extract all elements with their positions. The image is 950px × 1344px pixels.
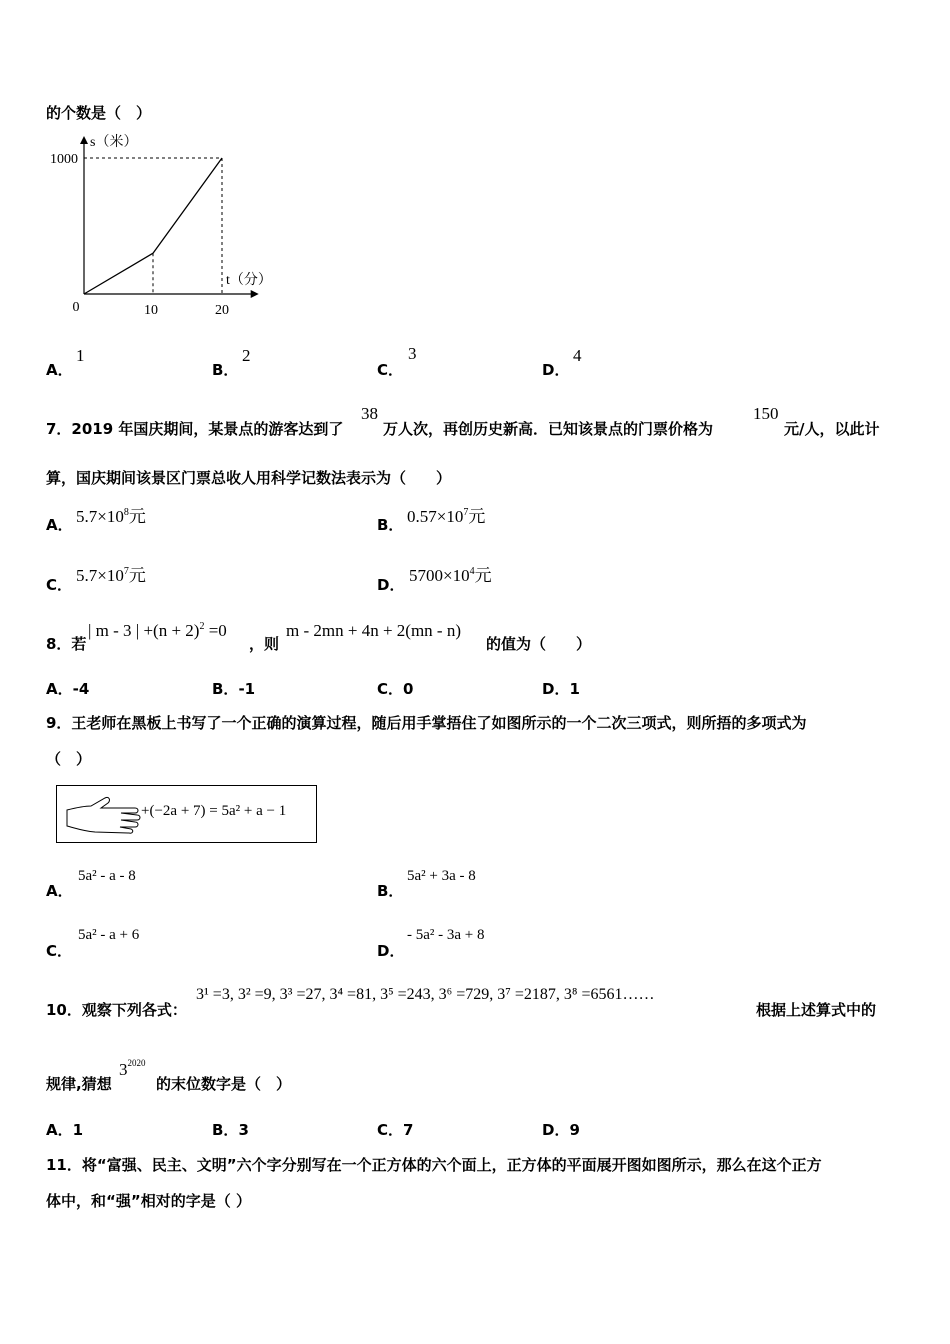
q6-tail: 的个数是（ ） xyxy=(46,104,152,122)
q8-option-c: C．0 xyxy=(377,680,414,698)
q10-series: 3¹ =3, 3² =9, 3³ =27, 3⁴ =81, 3⁵ =243, 3⁶ =729, 3⁷ =2187, 3⁸ =6561…… xyxy=(196,986,655,1003)
y-axis-label: s（米） xyxy=(90,135,138,150)
q10-prefix: 10．观察下列各式： xyxy=(46,1001,187,1019)
q11-text-2: 体中，和“强”相对的字是（ ） xyxy=(46,1192,251,1210)
q7-num-price: 150 xyxy=(753,404,779,423)
q10-power: $3^{2020}$ xyxy=(119,1058,146,1079)
q9-option-c-letter: C． xyxy=(46,942,73,960)
q8-mid: ，则 xyxy=(249,635,280,653)
q7-text-2: 算，国庆期间该景区门票总收人用科学记数法表示为（ ） xyxy=(46,469,452,487)
q10-suffix: 根据上述算式中的 xyxy=(756,1001,877,1019)
q6-option-a-letter: A． xyxy=(46,361,73,379)
q10-option-a: A．1 xyxy=(46,1121,84,1139)
q6-option-a-value: 1 xyxy=(76,346,85,365)
q10-option-d: D．9 xyxy=(542,1121,580,1139)
q7-option-a-letter: A． xyxy=(46,516,73,534)
q9-option-d-letter: D． xyxy=(377,942,405,960)
y-tick-label: 1000 xyxy=(50,152,78,167)
x-tick-label: 20 xyxy=(215,303,229,318)
q6-option-b-letter: B． xyxy=(212,361,239,379)
x-tick-label: 0 xyxy=(72,300,80,315)
x-axis-label: t（分） xyxy=(226,273,272,288)
q7-option-d-letter: D． xyxy=(377,576,405,594)
q10-option-c: C．7 xyxy=(377,1121,414,1139)
q6-option-c-letter: C． xyxy=(377,361,404,379)
q9-option-c-value: 5a² - a + 6 xyxy=(78,927,140,943)
q7-option-d-value: $5700\times 10^4$元 xyxy=(409,566,492,585)
q6-option-d-value: 4 xyxy=(573,346,582,365)
q8-suffix: 的值为（ ） xyxy=(486,635,592,653)
q8-option-d: D．1 xyxy=(542,680,580,698)
q8-prefix: 8．若 xyxy=(46,635,87,653)
q7-text-1a: 7．2019 年国庆期间，某景点的游客达到了 xyxy=(46,420,344,438)
q9-option-a-value: 5a² - a - 8 xyxy=(78,868,136,884)
q9-option-a-letter: A． xyxy=(46,882,73,900)
q9-option-b-letter: B． xyxy=(377,882,404,900)
q9-text-2: （ ） xyxy=(46,750,92,768)
q7-option-a-value: $5.7\times 10^8$元 xyxy=(76,507,146,526)
q9-figure-expression: +(−2a + 7) = 5a² + a − 1 xyxy=(141,803,287,819)
q11-text-1: 11．将“富强、民主、文明”六个字分别写在一个正方体的六个面上，正方体的平面展开图如图所示，那么在这个正方 xyxy=(46,1156,822,1174)
q10-text-2b: 的末位数字是（ ） xyxy=(156,1075,292,1093)
q7-text-1c: 元/人，以此计 xyxy=(784,420,880,438)
q7-option-b-value: $0.57\times 10^7$元 xyxy=(407,507,486,526)
q8-option-a: A．-4 xyxy=(46,680,90,698)
q9-text-1: 9．王老师在黑板上书写了一个正确的演算过程，随后用手掌捂住了如图所示的一个二次三项式，则所捂的多项式为 xyxy=(46,714,807,732)
q8-expr-1: | m - 3 | $+(n + 2)^2 =0$ xyxy=(88,621,227,640)
q8-expr-2: m - 2mn + 4n + 2(mn - n) xyxy=(286,621,461,640)
y-axis-arrow-icon xyxy=(80,136,88,144)
q7-option-b-letter: B． xyxy=(377,516,404,534)
q10-text-2a: 规律,猜想 xyxy=(46,1075,112,1093)
q10-option-b: B．3 xyxy=(212,1121,249,1139)
q6-option-b-value: 2 xyxy=(242,346,251,365)
q7-option-c-letter: C． xyxy=(46,576,73,594)
q6-chart xyxy=(40,128,290,328)
x-tick-label: 10 xyxy=(144,303,158,318)
q7-num-visitors: 38 xyxy=(361,404,378,423)
q7-text-1b: 万人次，再创历史新高．已知该景点的门票价格为 xyxy=(383,420,714,438)
x-axis-arrow-icon xyxy=(251,290,259,298)
q9-figure-box xyxy=(56,785,317,843)
q9-option-d-value: - 5a² - 3a + 8 xyxy=(407,927,485,943)
q8-option-b: B．-1 xyxy=(212,680,256,698)
q9-option-b-value: 5a² + 3a - 8 xyxy=(407,868,476,884)
hand-icon xyxy=(65,794,143,834)
q6-option-c-value: 3 xyxy=(408,344,417,363)
q6-option-d-letter: D． xyxy=(542,361,570,379)
q7-option-c-value: $5.7\times 10^7$元 xyxy=(76,566,146,585)
